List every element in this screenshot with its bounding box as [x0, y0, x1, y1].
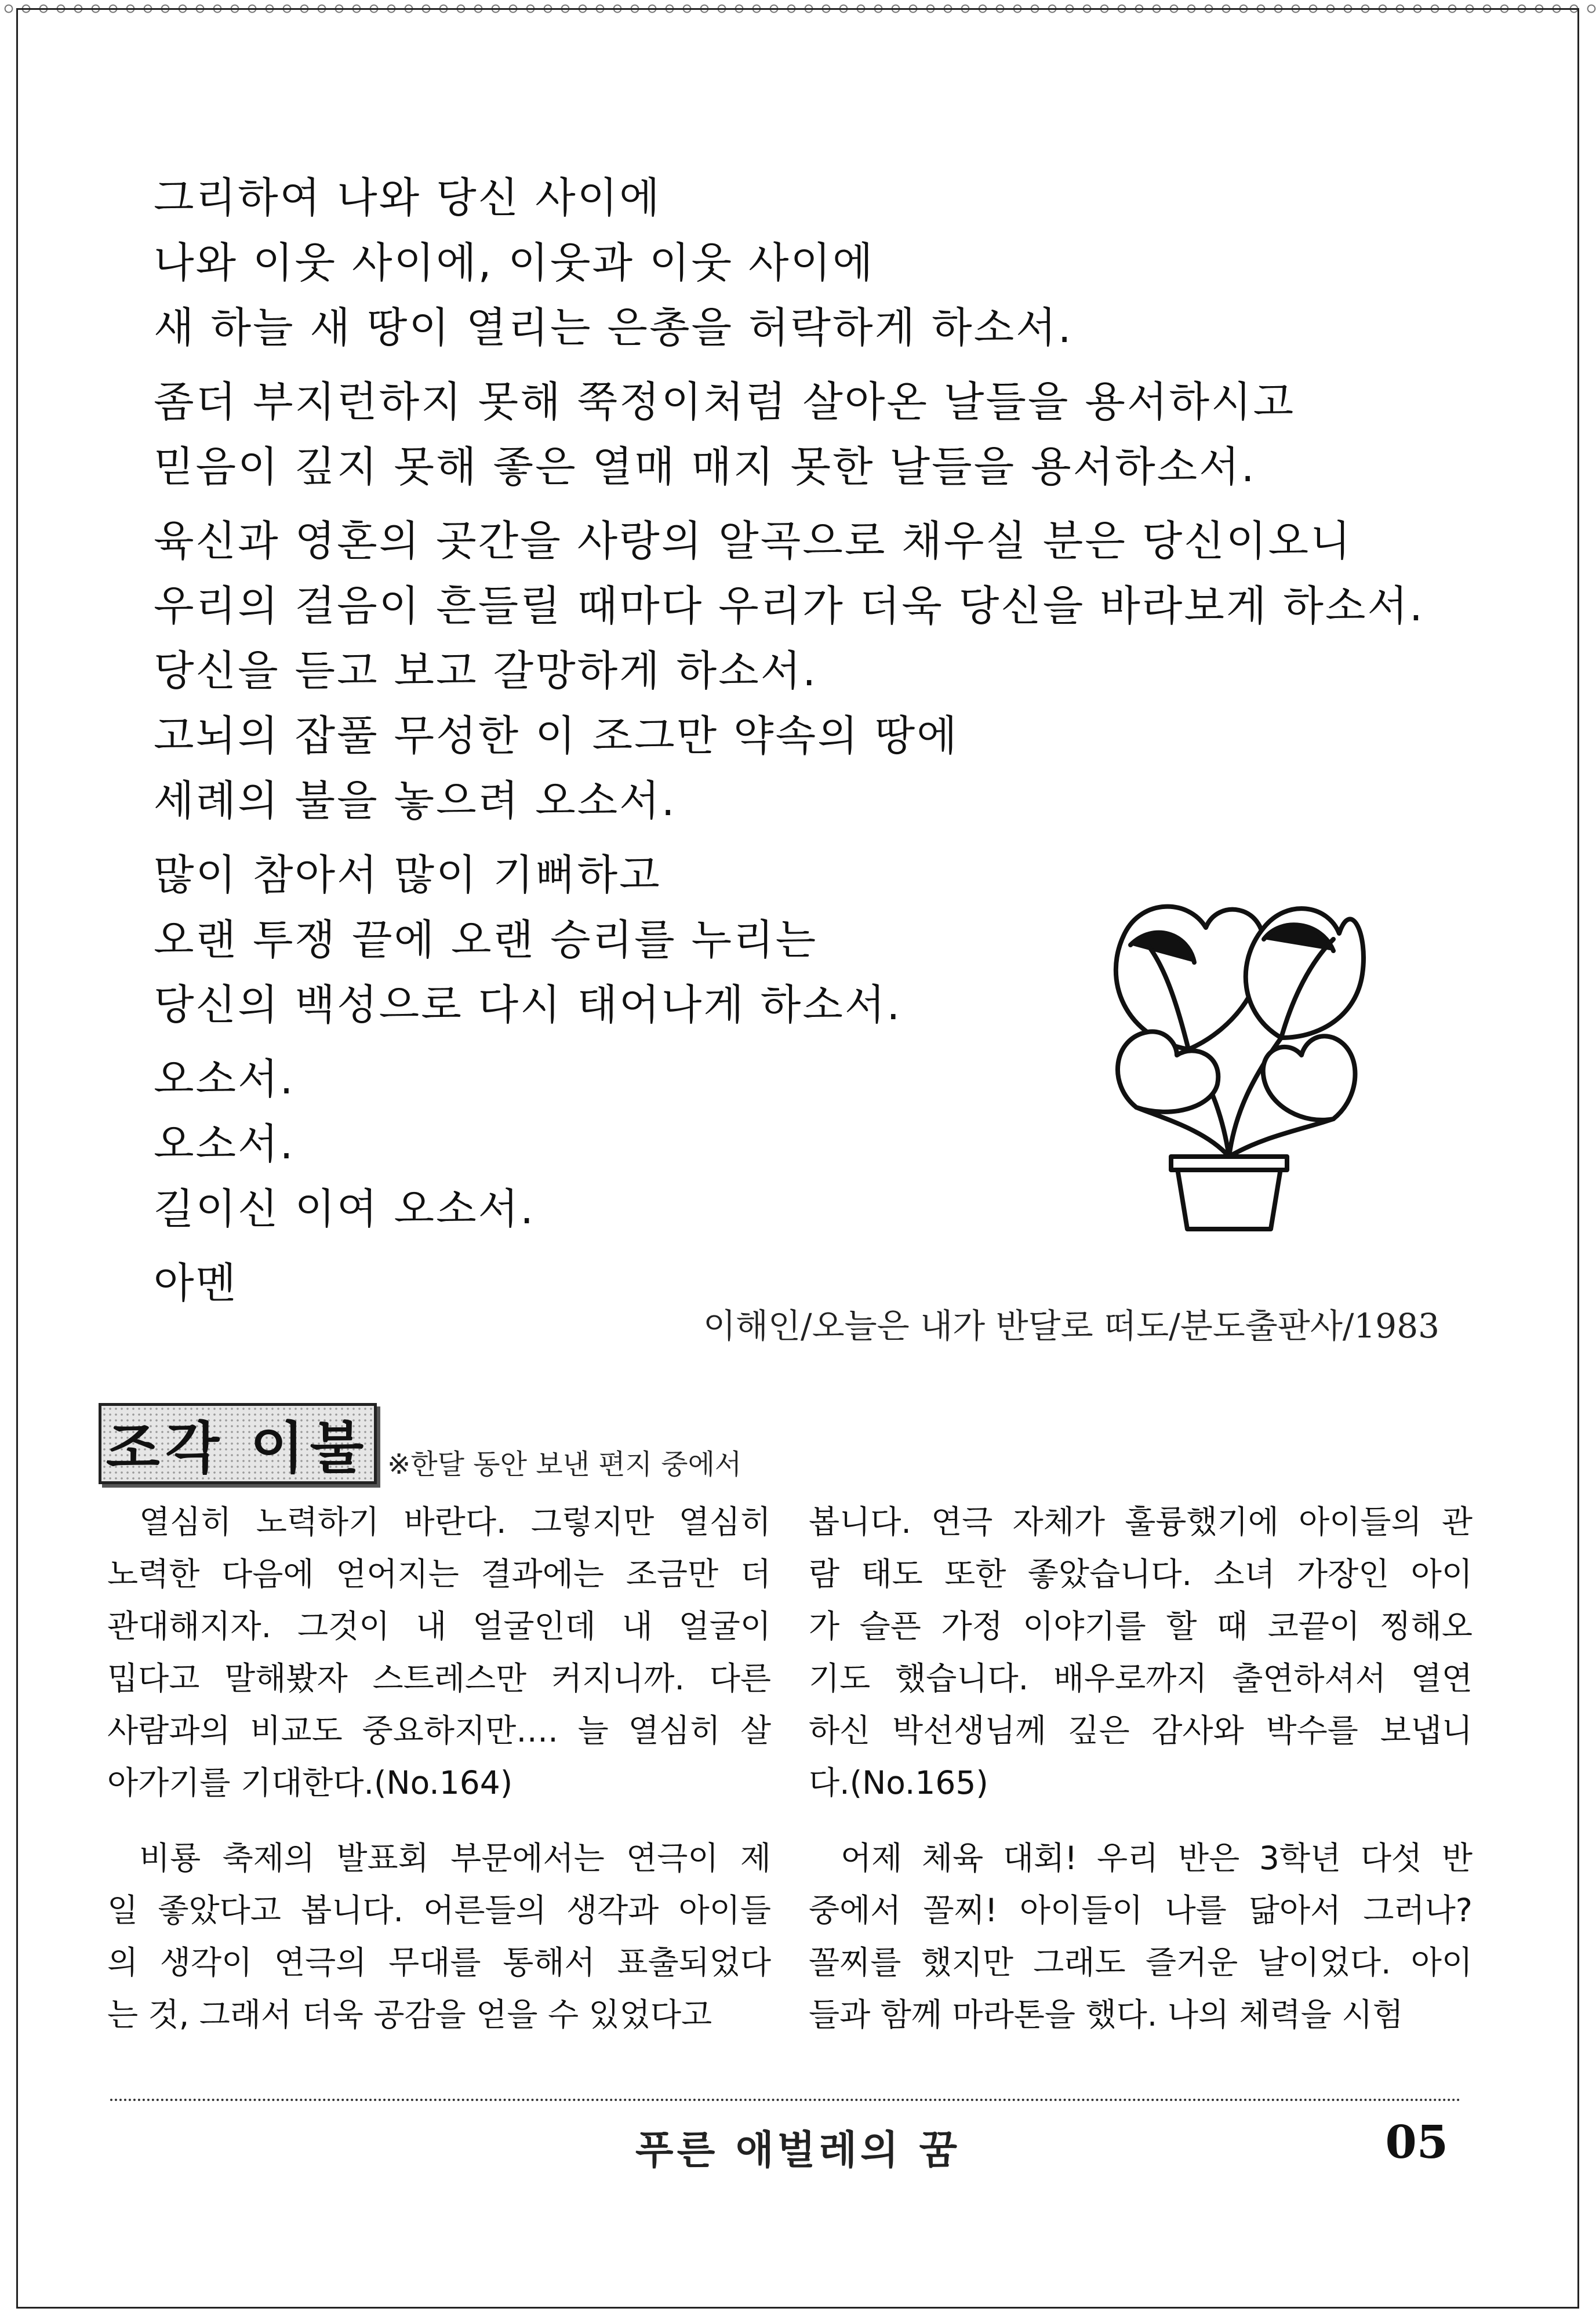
poem-line: 아멘	[154, 1259, 238, 1307]
letter-paragraph	[809, 1832, 1473, 2041]
poem-line: 당신의 백성으로 다시 태어나게 하소서.	[154, 980, 902, 1029]
letter-line: 노력한 다음에 얻어지는 결과에는 조금만 더	[107, 1555, 771, 1593]
poem-line: 믿음이 깊지 못해 좋은 열매 매지 못한 날들을 용서하소서.	[154, 442, 1256, 491]
poem-line: 오랜 투쟁 끝에 오랜 승리를 누리는	[154, 915, 818, 964]
letter-line: 어제 체육 대회! 우리 반은 3학년 다섯 반	[841, 1840, 1473, 1877]
letter-line: 열심히 노력하기 바란다. 그렇지만 열심히	[139, 1503, 771, 1540]
letter-line: 의 생각이 연극의 무대를 통해서 표출되었다	[107, 1944, 771, 1981]
letter-line: 봅니다. 연극 자체가 훌륭했기에 아이들의 관	[809, 1503, 1473, 1540]
letter-line: 비룡 축제의 발표회 부문에서는 연극이 제	[139, 1840, 771, 1877]
poem-stanza	[154, 369, 1487, 499]
letter-line: 중에서 꼴찌! 아이들이 나를 닮아서 그러나?	[809, 1892, 1473, 1929]
section-subtitle: ※한달 동안 보낸 편지 중에서	[387, 1448, 742, 1481]
footer-title: 푸른 애벌레의 꿈	[635, 2127, 961, 2173]
letter-paragraph	[107, 1496, 771, 1809]
letter-line: 사람과의 비교도 중요하지만…. 늘 열심히 살	[107, 1712, 771, 1749]
letter-paragraph	[107, 1832, 771, 2041]
poem-line: 새 하늘 새 땅이 열리는 은총을 허락하게 하소서.	[154, 303, 1073, 352]
letter-line: 가 슬픈 가정 이야기를 할 때 코끝이 찡해오	[809, 1608, 1473, 1645]
potted-plant-icon	[1090, 864, 1368, 1235]
footer-divider	[110, 2099, 1461, 2101]
letter-line: 관대해지자. 그것이 내 얼굴인데 내 얼굴이	[107, 1608, 771, 1645]
letter-paragraph	[809, 1496, 1473, 1809]
letter-line: 하신 박선생님께 깊은 감사와 박수를 보냅니	[809, 1712, 1473, 1749]
poem-line: 당신을 듣고 보고 갈망하게 하소서.	[154, 646, 818, 695]
letters-left-column	[107, 1496, 771, 2064]
poem-line: 고뇌의 잡풀 무성한 이 조그만 약속의 땅에	[154, 711, 959, 760]
letter-line: 기도 했습니다. 배우로까지 출연하셔서 열연	[809, 1660, 1473, 1697]
letter-line: 다.(No.165)	[809, 1764, 988, 1801]
letter-line: 밉다고 말해봤자 스트레스만 커지니까. 다른	[107, 1660, 771, 1697]
letter-line: 아가기를 기대한다.(No.164)	[107, 1764, 513, 1801]
poem-line: 좀더 부지런하지 못해 쭉정이처럼 살아온 날들을 용서하시고	[154, 377, 1296, 426]
poem-line: 나와 이웃 사이에, 이웃과 이웃 사이에	[154, 238, 875, 287]
poem-line: 길이신 이여 오소서.	[154, 1184, 536, 1233]
section-header	[99, 1397, 741, 1484]
letter-line: 꼴찌를 했지만 그래도 즐거운 날이었다. 아이	[809, 1944, 1473, 1981]
letter-line: 는 것, 그래서 더욱 공감을 얻을 수 있었다고	[107, 1996, 712, 2033]
poem-line: 오소서.	[154, 1119, 295, 1168]
section-title: 조각 이불	[99, 1403, 377, 1484]
poem-line: 많이 참아서 많이 기뻐하고	[154, 850, 661, 899]
poem-line: 우리의 걸음이 흔들릴 때마다 우리가 더욱 당신을 바라보게 하소서.	[154, 581, 1424, 630]
poem-line: 그리하여 나와 당신 사이에	[154, 173, 661, 222]
letter-line: 람 태도 또한 좋았습니다. 소녀 가장인 아이	[809, 1555, 1473, 1593]
poem-stanza	[154, 508, 1487, 833]
poem-source: 이해인/오늘은 내가 반달로 떠도/분도출판사/1983	[703, 1306, 1439, 1346]
poem-line: 세례의 불을 놓으려 오소서.	[154, 776, 677, 825]
poem-line: 오소서.	[154, 1055, 295, 1103]
poem-stanza	[154, 165, 1487, 360]
letter-line: 들과 함께 마라톤을 했다. 나의 체력을 시험	[809, 1996, 1404, 2033]
letters-right-column	[809, 1496, 1473, 2064]
page-number: 05	[1385, 2116, 1448, 2169]
letter-line: 일 좋았다고 봅니다. 어른들의 생각과 아이들	[107, 1892, 771, 1929]
poem-line: 육신과 영혼의 곳간을 사랑의 알곡으로 채우실 분은 당신이오니	[154, 517, 1353, 565]
